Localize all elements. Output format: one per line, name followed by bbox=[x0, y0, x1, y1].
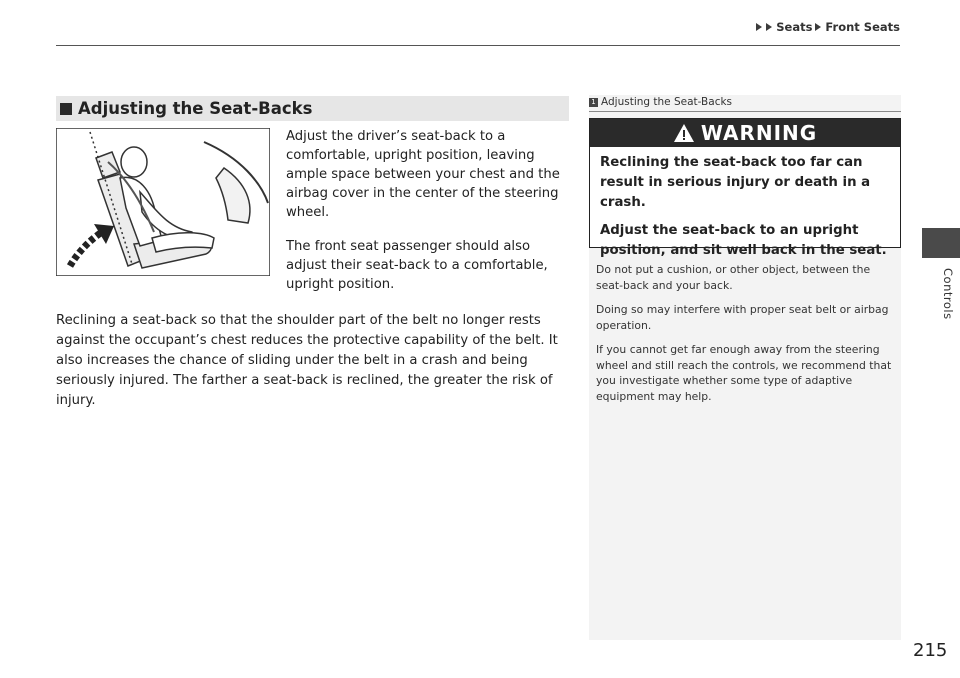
seat-back-illustration bbox=[56, 128, 270, 276]
breadcrumb-subsection[interactable]: Front Seats bbox=[825, 20, 900, 34]
header-rule bbox=[56, 45, 900, 46]
triangle-icon bbox=[766, 23, 772, 31]
note-icon: 1 bbox=[589, 98, 598, 107]
warning-body bbox=[590, 147, 900, 275]
intro-paragraph-passenger: The front seat passenger should also adjust their seat-back to a comfortable, upright position. bbox=[286, 239, 548, 292]
warning-label: WARNING bbox=[700, 121, 818, 145]
square-bullet-icon bbox=[60, 103, 72, 115]
chapter-label: Controls bbox=[941, 268, 955, 320]
side-note: Do not put a cushion, or other object, between the seat-back and your back. bbox=[596, 263, 871, 292]
triangle-icon bbox=[756, 23, 762, 31]
side-note: Doing so may interfere with proper seat belt or airbag operation. bbox=[596, 303, 889, 332]
section-heading-text: Adjusting the Seat-Backs bbox=[78, 99, 313, 118]
warning-header bbox=[590, 119, 900, 147]
triangle-icon bbox=[815, 23, 821, 31]
section-heading bbox=[56, 96, 569, 121]
sidebar-notes bbox=[589, 95, 901, 640]
sidebar-rule bbox=[589, 111, 901, 112]
warning-box bbox=[589, 118, 901, 258]
breadcrumb bbox=[756, 20, 900, 34]
seat-occupant-illustration bbox=[56, 128, 270, 276]
intro-text bbox=[286, 127, 571, 309]
warning-text-risk: Reclining the seat-back too far can result in serious injury or death in a crash. bbox=[600, 155, 871, 210]
sidebar-title-text: Adjusting the Seat-Backs bbox=[601, 96, 733, 108]
body-paragraph: Reclining a seat-back so that the shoulder part of the belt no longer rests against the occupant’s chest reduces the protective capability of the belt. It also increases the chance of sliding under the belt in a crash and being seriously injured. The farther a seat-back is reclined, the greater the risk of injury. bbox=[56, 313, 558, 408]
side-note: If you cannot get far enough away from the steering wheel and still reach the controls, we recommend that you investigate whether some type of adaptive equipment may help. bbox=[596, 343, 892, 403]
side-notes bbox=[596, 262, 896, 413]
intro-paragraph-driver: Adjust the driver’s seat-back to a comfortable, upright position, leaving ample space between your chest and the airbag cover in the center of the steering wheel. bbox=[286, 129, 560, 220]
chapter-tab[interactable] bbox=[922, 228, 960, 258]
sidebar-title bbox=[589, 96, 732, 108]
page-number: 215 bbox=[913, 640, 948, 661]
breadcrumb-section[interactable]: Seats bbox=[776, 20, 813, 34]
warning-triangle-icon bbox=[673, 123, 695, 143]
warning-text-instruction: Adjust the seat-back to an upright position, and sit well back in the seat. bbox=[600, 223, 887, 258]
